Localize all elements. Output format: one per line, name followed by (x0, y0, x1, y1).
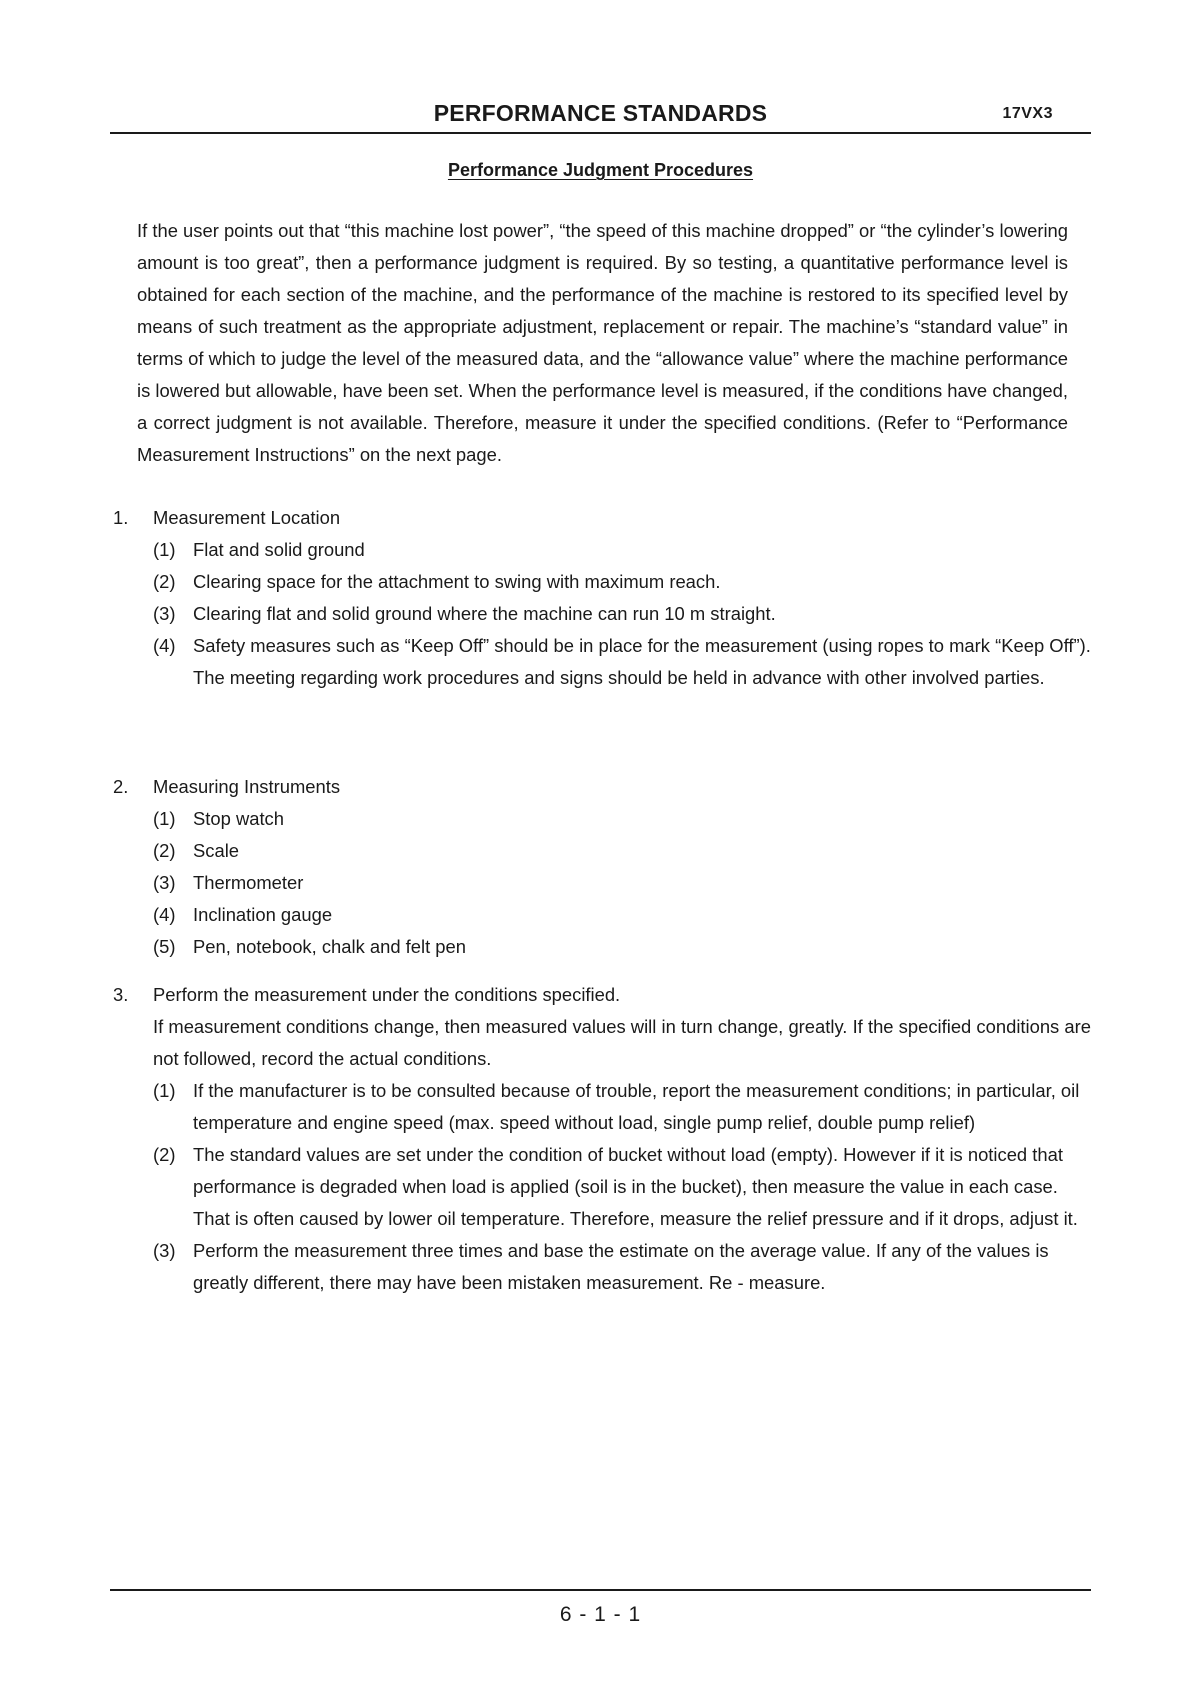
list-item (153, 1139, 1091, 1235)
document-code: 17VX3 (1002, 105, 1053, 122)
list-item (153, 835, 1091, 867)
section-1-number: 1. (113, 507, 129, 528)
list-item-number: (4) (153, 904, 176, 925)
list-item-number: (3) (153, 872, 176, 893)
list-item (153, 867, 1091, 899)
list-item-number: (2) (153, 840, 176, 861)
section-3-list (153, 1075, 1091, 1299)
list-item-number: (1) (153, 1080, 176, 1101)
list-item-text: If the manufacturer is to be consulted because of trouble, report the measurement conditions; in particular, oil temperature and engine speed (max. speed without load, single pump relief, double pump relief) (193, 1080, 1080, 1133)
section-3-title: Perform the measurement under the conditions specified. (153, 984, 621, 1005)
section-1-list (153, 534, 1091, 694)
list-item (153, 931, 1091, 963)
page-header (110, 96, 1091, 134)
section-2-list (153, 803, 1091, 963)
section-2-number: 2. (113, 776, 129, 797)
list-item-number: (3) (153, 603, 176, 624)
list-item (153, 566, 1091, 598)
list-item (153, 630, 1091, 694)
list-item-text: Flat and solid ground (193, 539, 365, 560)
list-item (153, 534, 1091, 566)
list-item-number: (2) (153, 571, 176, 592)
section-3-note: If measurement conditions change, then measured values will in turn change, greatly. If the specified conditions are not followed, record the actual conditions. (153, 1016, 1091, 1069)
page-number: 6 - 1 - 1 (559, 1603, 642, 1626)
list-item-number: (1) (153, 808, 176, 829)
list-item-text: Pen, notebook, chalk and felt pen (193, 936, 466, 957)
list-item-text: Perform the measurement three times and base the estimate on the average value. If any of the values is greatly different, there may have been mistaken measurement. Re - measure. (193, 1240, 1049, 1293)
list-item-number: (5) (153, 936, 176, 957)
list-item-extra-text: The meeting regarding work procedures and signs should be held in advance with other involved parties. (193, 667, 1045, 688)
list-item-text: Inclination gauge (193, 904, 333, 925)
list-item (153, 899, 1091, 931)
list-item-text: Safety measures such as “Keep Off” should be in place for the measurement (using ropes to mark “Keep Off”). (193, 635, 1091, 656)
section-1-title: Measurement Location (153, 507, 341, 528)
list-item-number: (1) (153, 539, 176, 560)
list-item-text: Clearing flat and solid ground where the machine can run 10 m straight. (193, 603, 776, 624)
list-item-text: Thermometer (193, 872, 304, 893)
list-item-text: Stop watch (193, 808, 284, 829)
section-2-title: Measuring Instruments (153, 776, 341, 797)
intro-paragraph: If the user points out that “this machine lost power”, “the speed of this machine dropped” or “the cylinder’s lowering amount is too great”, then a performance judgment is required. By so testing, a quantitative performance level is obtained for each section of the machine, and the performance of the machine is restored to its specified level by means of such treatment as the appropriate adjustment, replacement or repair. The machine’s “standard value” in terms of which to judge the level of the measured data, and the “allowance value” where the machine performance is lowered but allowable, have been set. When the performance level is measured, if the conditions have changed, a correct judgment is not available. Therefore, measure it under the specified conditions. (Refer to “Performance Measurement Instructions” on the next page. (137, 220, 1068, 465)
list-item-number: (3) (153, 1240, 176, 1261)
list-item (153, 1075, 1091, 1139)
list-item-number: (2) (153, 1144, 176, 1165)
list-item-number: (4) (153, 635, 176, 656)
section-heading: Performance Judgment Procedures (447, 160, 754, 180)
list-item-text: The standard values are set under the condition of bucket without load (empty). However if it is noticed that performance is degraded when load is applied (soil is in the bucket), then measure the value in each case. That is often caused by lower oil temperature. Therefore, measure the relief pressure and if it drops, adjust it. (193, 1144, 1078, 1229)
list-item (153, 1235, 1091, 1299)
list-item-text: Clearing space for the attachment to swing with maximum reach. (193, 571, 721, 592)
page-footer (110, 1589, 1091, 1626)
list-item (153, 803, 1091, 835)
page-title: PERFORMANCE STANDARDS (433, 100, 768, 126)
list-item-text: Scale (193, 840, 240, 861)
section-3-number: 3. (113, 984, 129, 1005)
list-item (153, 598, 1091, 630)
